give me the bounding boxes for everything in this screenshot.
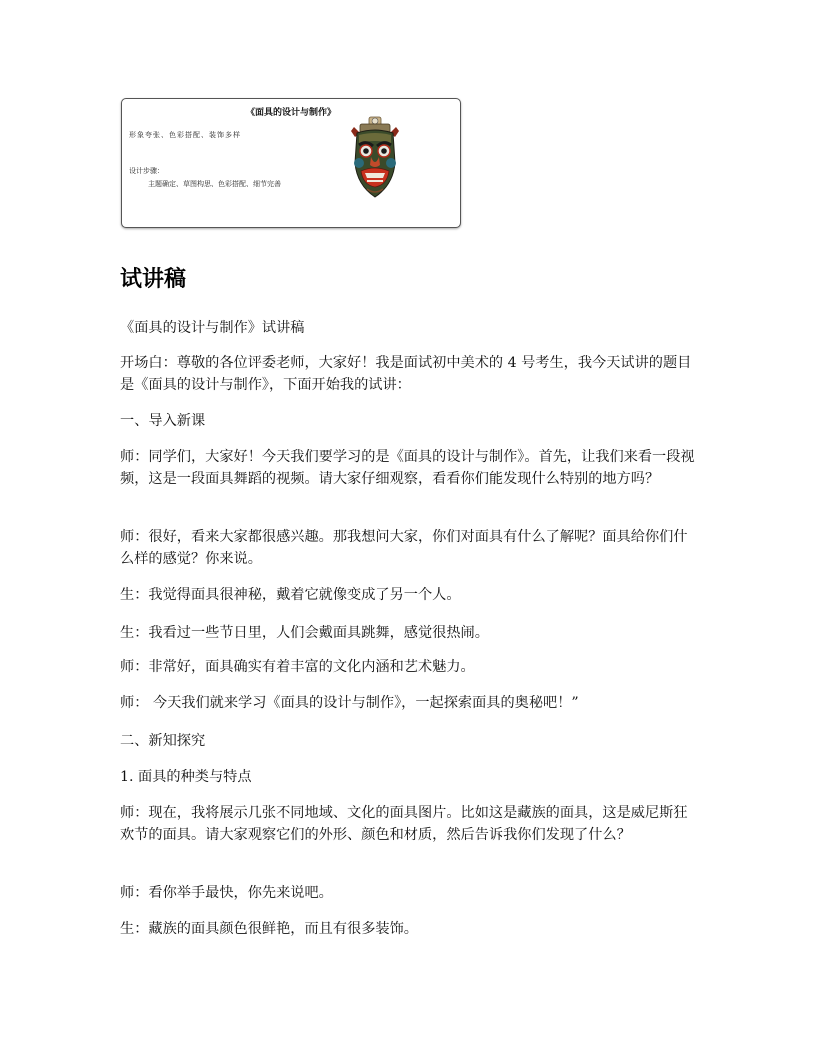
paragraph-teacher-2: 师：很好，看来大家都很感兴趣。那我想问大家，你们对面具有什么了解呢？面具给你们什么样的感觉？你来说。 <box>120 529 688 567</box>
subsection-heading-types: 1. 面具的种类与特点 <box>120 769 252 785</box>
paragraph-student-2: 生：我看过一些节日里，人们会戴面具跳舞，感觉很热闹。 <box>120 625 489 641</box>
slide-title: 《面具的设计与制作》 <box>245 108 336 118</box>
page-title: 试讲稿 <box>120 267 187 292</box>
section-heading-explore: 二、新知探究 <box>120 733 206 749</box>
paragraph-student-3: 生：藏族的面具颜色很鲜艳，而且有很多装饰。 <box>120 921 418 937</box>
paragraph-teacher-5: 师：现在，我将展示几张不同地域、文化的面具图片。比如这是藏族的面具，这是威尼斯狂欢节的面具。请大家观察它们的外形、颜色和材质，然后告诉我你们发现了什么？ <box>120 805 688 843</box>
paragraph-teacher-1: 师：同学们，大家好！今天我们要学习的是《面具的设计与制作》。首先，让我们来看一段视频，这是一段面具舞蹈的视频。请大家仔细观察，看看你们能发现什么特别的地方吗？ <box>120 449 695 487</box>
slide-features: 形象夸张、色彩搭配、装饰多样 <box>129 131 241 139</box>
slide-steps-heading: 设计步骤： <box>129 167 164 175</box>
paragraph-title: 《面具的设计与制作》试讲稿 <box>120 320 305 336</box>
paragraph-student-1: 生：我觉得面具很神秘，戴着它就像变成了另一个人。 <box>120 587 461 603</box>
paragraph-teacher-4: 师： 今天我们就来学习《面具的设计与制作》，一起探索面具的奥秘吧！” <box>120 695 579 711</box>
slide-thumbnail <box>121 98 461 228</box>
section-heading-intro: 一、导入新课 <box>120 413 206 429</box>
paragraph-teacher-6: 师：看你举手最快，你先来说吧。 <box>120 885 333 901</box>
paragraph-teacher-3: 师：非常好，面具确实有着丰富的文化内涵和艺术魅力。 <box>120 659 475 675</box>
paragraph-opening: 开场白：尊敬的各位评委老师，大家好！我是面试初中美术的 4 号考生，我今天试讲的题目是《面具的设计与制作》，下面开始我的试讲： <box>120 355 692 393</box>
tibetan-mask-image <box>349 115 401 199</box>
slide-steps: 主题确定、草图构思、色彩搭配、细节完善 <box>148 180 281 188</box>
